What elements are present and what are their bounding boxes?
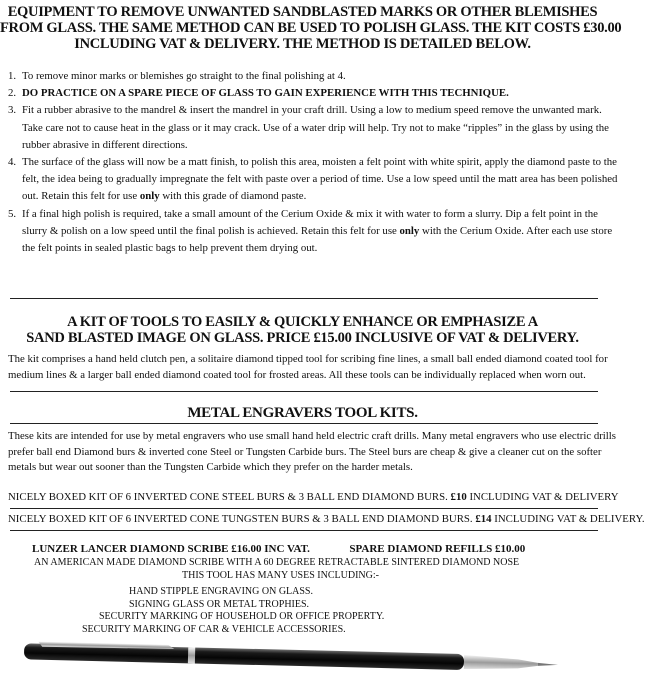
pen-band	[188, 647, 195, 663]
kit-text: NICELY BOXED KIT OF 6 INVERTED CONE STEEL BURS & 3 BALL END DIAMOND BURS.	[8, 491, 451, 503]
divider	[10, 423, 598, 424]
use-item: SIGNING GLASS OR METAL TROPHIES.	[129, 598, 310, 610]
body-line: These kits are intended for use by metal engravers who use small hand held electric craft drills. Many metal engravers who use electric drills	[8, 430, 617, 442]
kit-price: £10	[450, 491, 467, 503]
step-number: 5.	[8, 207, 17, 220]
section1-title-line: FROM GLASS. THE SAME METHOD CAN BE USED TO POLISH GLASS. THE KIT COSTS £30.00	[0, 20, 622, 36]
diamond-scribe-pen-image	[18, 642, 583, 676]
step-3	[8, 102, 609, 154]
step-text: slurry & polish on a low speed until the final polish is achieved. Retain this felt for use	[22, 224, 400, 237]
divider	[10, 530, 598, 531]
body-line: prefer ball end Diamond burs & inverted cone Steel or Tungsten Carbide burs. The Steel burs are cheap & give a cleaner cut on the softer	[8, 445, 602, 458]
kit-tungsten	[8, 511, 645, 528]
divider	[10, 508, 598, 509]
kit-tail: INCLUDING VAT & DELIVERY	[466, 491, 619, 503]
lunzer-header	[32, 543, 552, 556]
step-text: with this grade of diamond paste.	[159, 190, 307, 203]
pen-nose	[464, 655, 538, 671]
kit-price: £14	[475, 513, 492, 525]
step-text: Fit a rubber abrasive to the mandrel & insert the mandrel in your craft drill. Using a low to medium speed remove the unwanted mark.	[22, 104, 602, 117]
step-text: the felt points in sealed plastic bags to help prevent them drying out.	[22, 242, 318, 255]
section2-title	[0, 314, 605, 346]
step-number: 2.	[8, 87, 17, 100]
step-text: with the Cerium Oxide. After each use store	[419, 224, 613, 237]
divider	[10, 391, 598, 392]
body-line: metals but wear out sooner than the Tungsten Carbide which they prefer on the harder metals.	[8, 461, 413, 473]
kit-tail: INCLUDING VAT & DELIVERY.	[491, 513, 645, 525]
step-4	[8, 154, 618, 206]
refills-price: SPARE DIAMOND REFILLS £10.00	[349, 543, 526, 555]
step-text: The surface of the glass will now be a matt finish, to polish this area, moisten a felt point with white spirit, apply the diamond paste to the	[22, 156, 617, 169]
step-text-line	[22, 188, 598, 205]
section1-title-line: EQUIPMENT TO REMOVE UNWANTED SANDBLASTED MARKS OR OTHER BLEMISHES	[7, 4, 598, 20]
scribe-description	[34, 557, 594, 582]
step-text: out. Retain this felt for use	[22, 190, 140, 203]
section1-title	[0, 4, 622, 52]
step-5	[8, 206, 613, 258]
step-2	[8, 85, 598, 102]
step-text: felt, the idea being to gradually impregnate the felt with paste over a period of time. Use a low speed until the matt area has been polished	[22, 173, 618, 186]
step-number: 4.	[8, 156, 17, 169]
step-text: DO PRACTICE ON A SPARE PIECE OF GLASS TO GAIN EXPERIENCE WITH THIS TECHNIQUE.	[22, 87, 509, 100]
use-item: SECURITY MARKING OF CAR & VEHICLE ACCESSORIES.	[82, 623, 346, 635]
section2-title-line: SAND BLASTED IMAGE ON GLASS. PRICE £15.00 INCLUSIVE OF VAT & DELIVERY.	[26, 330, 579, 346]
step-text-line	[22, 223, 613, 240]
section3-title-line: METAL ENGRAVERS TOOL KITS.	[187, 405, 418, 421]
divider	[10, 298, 598, 299]
kit-steel	[8, 489, 619, 506]
lunzer-price: LUNZER LANCER DIAMOND SCRIBE £16.00 INC VAT.	[32, 543, 310, 555]
body-line: The kit comprises a hand held clutch pen, a solitaire diamond tipped tool for scribing fine lines, a small ball ended diamond coated tool for	[8, 353, 608, 365]
emphasis-only: only	[399, 224, 420, 237]
step-text: If a final high polish is required, take a small amount of the Cerium Oxide & mix it with water to form a slurry. Dip a felt point in the	[22, 207, 598, 220]
section3-title	[0, 405, 605, 421]
step-text: rubber abrasive in different directions.	[22, 138, 188, 151]
pen-tip	[538, 663, 558, 666]
section2-title-line: A KIT OF TOOLS TO EASILY & QUICKLY ENHANCE OR EMPHASIZE A	[67, 314, 538, 330]
step-number: 3.	[8, 104, 17, 117]
description-line: AN AMERICAN MADE DIAMOND SCRIBE WITH A 60 DEGREE RETRACTABLE SINTERED DIAMOND NOSE	[34, 557, 520, 568]
use-item: SECURITY MARKING OF HOUSEHOLD OR OFFICE PROPERTY.	[99, 611, 385, 622]
step-1	[8, 68, 598, 85]
method-steps	[8, 68, 618, 257]
section2-body	[8, 352, 608, 383]
use-item: HAND STIPPLE ENGRAVING ON GLASS.	[129, 586, 313, 597]
section1-title-line: INCLUDING VAT & DELIVERY. THE METHOD IS DETAILED BELOW.	[74, 36, 531, 52]
step-text: Take care not to cause heat in the glass or it may crack. Use of a water drip will help. Try not to make “ripples” in the glass by using the	[22, 121, 609, 134]
section3-body	[8, 429, 617, 476]
emphasis-only: only	[139, 190, 160, 203]
description-line: THIS TOOL HAS MANY USES INCLUDING:-	[182, 569, 379, 581]
kit-text: NICELY BOXED KIT OF 6 INVERTED CONE TUNGSTEN BURS & 3 BALL END DIAMOND BURS.	[8, 513, 476, 525]
step-number: 1.	[8, 70, 17, 82]
uses-list	[0, 586, 605, 636]
body-line: medium lines & a larger ball ended diamond coated tool for frosted areas. All these tools can be individually replaced when worn out.	[8, 368, 586, 381]
step-text: To remove minor marks or blemishes go straight to the final polishing at 4.	[22, 70, 346, 82]
